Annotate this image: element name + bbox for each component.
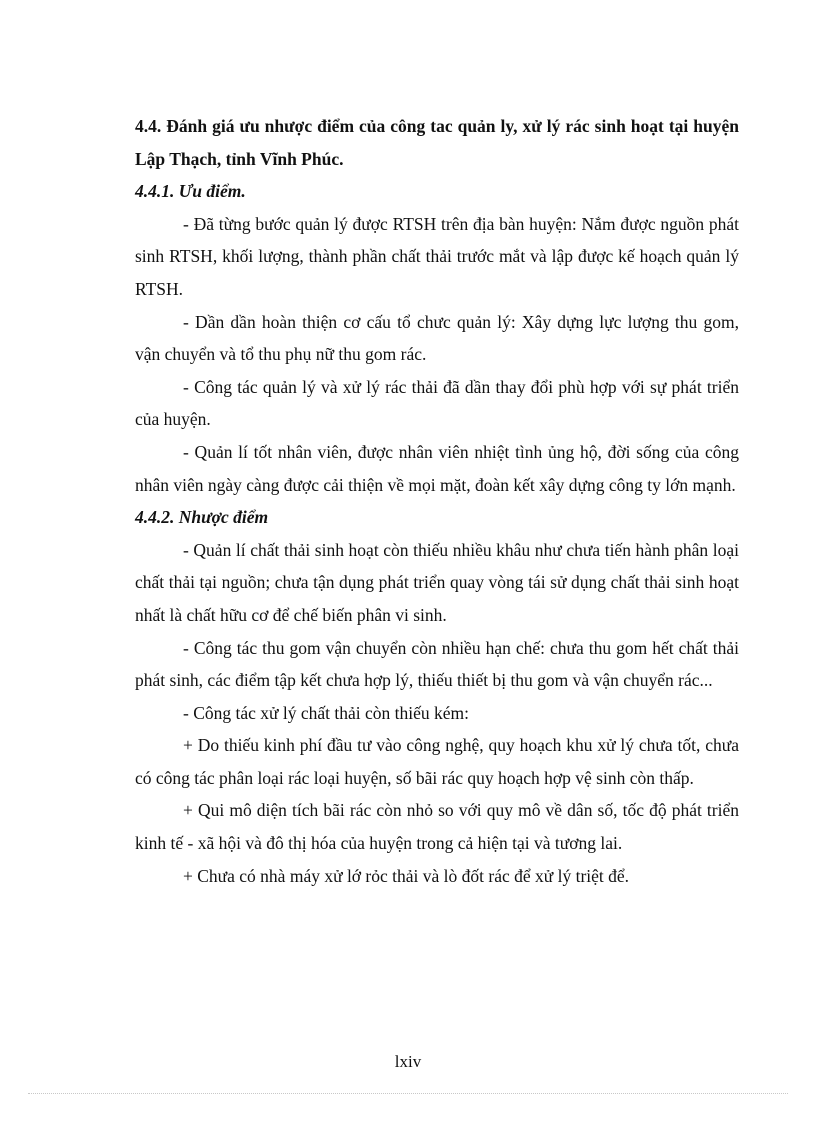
page-number: lxiv (394, 1052, 422, 1071)
footer-divider (28, 1093, 788, 1094)
advantage-item: - Dần dần hoàn thiện cơ cấu tổ chưc quản lý: Xây dựng lực lượng thu gom, vận chuyển và tổ thu phụ nữ thu gom rác. (135, 311, 739, 365)
disadvantage-item: + Qui mô diện tích bãi rác còn nhỏ so với quy mô về dân số, tốc độ phát triển kinh tế - xã hội và đô thị hóa của huyện trong cả hiện tại và tương lai. (135, 800, 739, 854)
advantage-item: - Đã từng bước quản lý được RTSH trên địa bàn huyện: Nắm được nguồn phát sinh RTSH, khối lượng, thành phần chất thải trước mắt và lập được kế hoạch quản lý RTSH. (135, 213, 739, 299)
disadvantage-item: + Do thiếu kinh phí đầu tư vào công nghệ, quy hoạch khu xử lý chưa tốt, chưa có công tác phân loại rác loại huyện, số bãi rác quy hoạch hợp vệ sinh còn thấp. (135, 735, 739, 788)
section-heading: 4.4. Đánh giá ưu nhược điểm của công tac quản ly, xử lý rác sinh hoạt tại huyện Lập Thạch, tỉnh Vĩnh Phúc. (135, 116, 739, 169)
page-body (135, 110, 739, 892)
disadvantages-title: 4.4.2. Nhược điểm (135, 507, 269, 528)
disadvantage-item: - Quản lí chất thải sinh hoạt còn thiếu nhiều khâu như chưa tiến hành phân loại chất thải tại nguồn; chưa tận dụng phát triển quay vòng tái sử dụng chất thải sinh hoạt nhất là chất hữu cơ để chế biến phân vi sinh. (135, 539, 739, 625)
advantages-title: 4.4.1. Ưu điểm. (135, 181, 246, 202)
advantage-item: - Công tác quản lý và xử lý rác thải đã dần thay đổi phù hợp với sự phát triển của huyện. (135, 376, 739, 430)
advantage-item: - Quản lí tốt nhân viên, được nhân viên nhiệt tình ủng hộ, đời sống của công nhân viên ngày càng được cải thiện về mọi mặt, đoàn kết xây dựng công ty lớn mạnh. (135, 441, 739, 495)
disadvantage-item: + Chưa có nhà máy xử lớ rỏc thải và lò đốt rác để xử lý triệt để. (183, 865, 630, 886)
disadvantage-item: - Công tác xử lý chất thải còn thiếu kém: (183, 702, 470, 723)
disadvantage-item: - Công tác thu gom vận chuyển còn nhiều hạn chế: chưa thu gom hết chất thải phát sinh, các điểm tập kết chưa hợp lý, thiếu thiết bị thu gom và vận chuyển rác... (135, 637, 739, 691)
